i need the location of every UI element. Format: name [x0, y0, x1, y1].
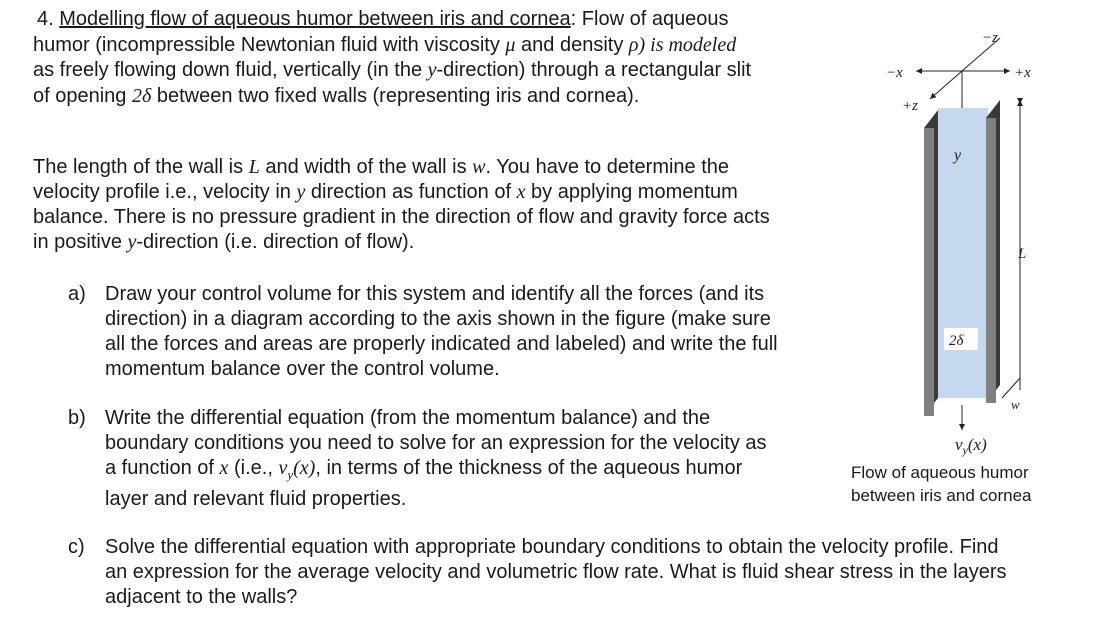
y-label: y — [954, 147, 962, 164]
details-line-4: in positive y-direction (i.e. direction of flow). — [33, 231, 415, 253]
density-symbol: ρ) is modeled — [628, 33, 737, 56]
part-a — [68, 282, 828, 382]
pos-x-label: +x — [1014, 65, 1031, 81]
neg-x-label: −x — [886, 65, 903, 81]
gap-label: 2δ — [949, 333, 964, 349]
gap-symbol: 2δ — [131, 84, 152, 107]
left-wall — [924, 110, 938, 416]
part-b-label: b) — [68, 407, 86, 429]
part-b — [68, 406, 828, 508]
figure-caption — [851, 461, 1032, 507]
caption-line-2: between iris and cornea — [851, 486, 1032, 505]
problem-title: Modelling flow of aqueous humor between iris and cornea — [59, 8, 571, 30]
part-c — [68, 535, 1098, 615]
details-line-3: balance. There is no pressure gradient in the direction of flow and gravity force acts — [33, 206, 770, 228]
part-a-label: a) — [68, 283, 86, 305]
pos-z-label: +z — [902, 98, 918, 114]
problem-details — [33, 155, 770, 255]
intro-line-2: humor (incompressible Newtonian fluid with viscosity μ and density ρ) is modeled — [33, 33, 737, 56]
neg-z-label: −z — [982, 30, 998, 46]
part-b-text: Write the differential equation (from the momentum balance) and the boundary conditions you need to solve for an expression for the velocity as a function of x (i.e., $v_y(x)$, in terms of the thickness of the aqueous humor layer and relevant fluid properties. — [105, 407, 767, 510]
intro-line-3: as freely flowing down fluid, vertically (in the y-direction) through a rectangular slit — [33, 59, 752, 81]
intro-line-4: of opening 2δ between two fixed walls (representing iris and cornea). — [33, 84, 640, 107]
velocity-label: $v_y(x)$ — [955, 435, 987, 457]
details-line-1: The length of the wall is L and width of the wall is w. You have to determine the — [33, 156, 730, 178]
viscosity-symbol: μ — [505, 33, 516, 56]
problem-number: 4. — [37, 8, 54, 30]
part-a-text: Draw your control volume for this system and identify all the forces (and its direction) in a diagram according to the axis shown in the figure (make sure all the forces and areas are properly indicated and labeled) and write the full momentum balance over the control volume. — [105, 283, 778, 380]
aqueous-humor-fluid — [938, 108, 988, 398]
part-c-text: Solve the differential equation with appropriate boundary conditions to obtain the velocity profile. Find an expression for the average velocity and volumetric flow rate. What is fluid shear stress in the layers adjacent to the walls? — [105, 536, 1007, 608]
caption-line-1: Flow of aqueous humor — [851, 463, 1029, 482]
length-label: L — [1018, 246, 1027, 262]
right-wall — [986, 100, 1000, 403]
z-axis-line — [930, 71, 962, 99]
details-line-2: velocity profile i.e., velocity in y direction as function of x by applying momentum — [33, 181, 738, 203]
part-c-label: c) — [68, 536, 85, 558]
problem-intro — [33, 7, 751, 109]
width-dimension — [1002, 378, 1020, 398]
intro-line-1: 4. Modelling flow of aqueous humor between iris and cornea: Flow of aqueous — [37, 8, 729, 30]
slit-flow-figure — [840, 0, 1105, 520]
width-label: w — [1011, 397, 1020, 412]
